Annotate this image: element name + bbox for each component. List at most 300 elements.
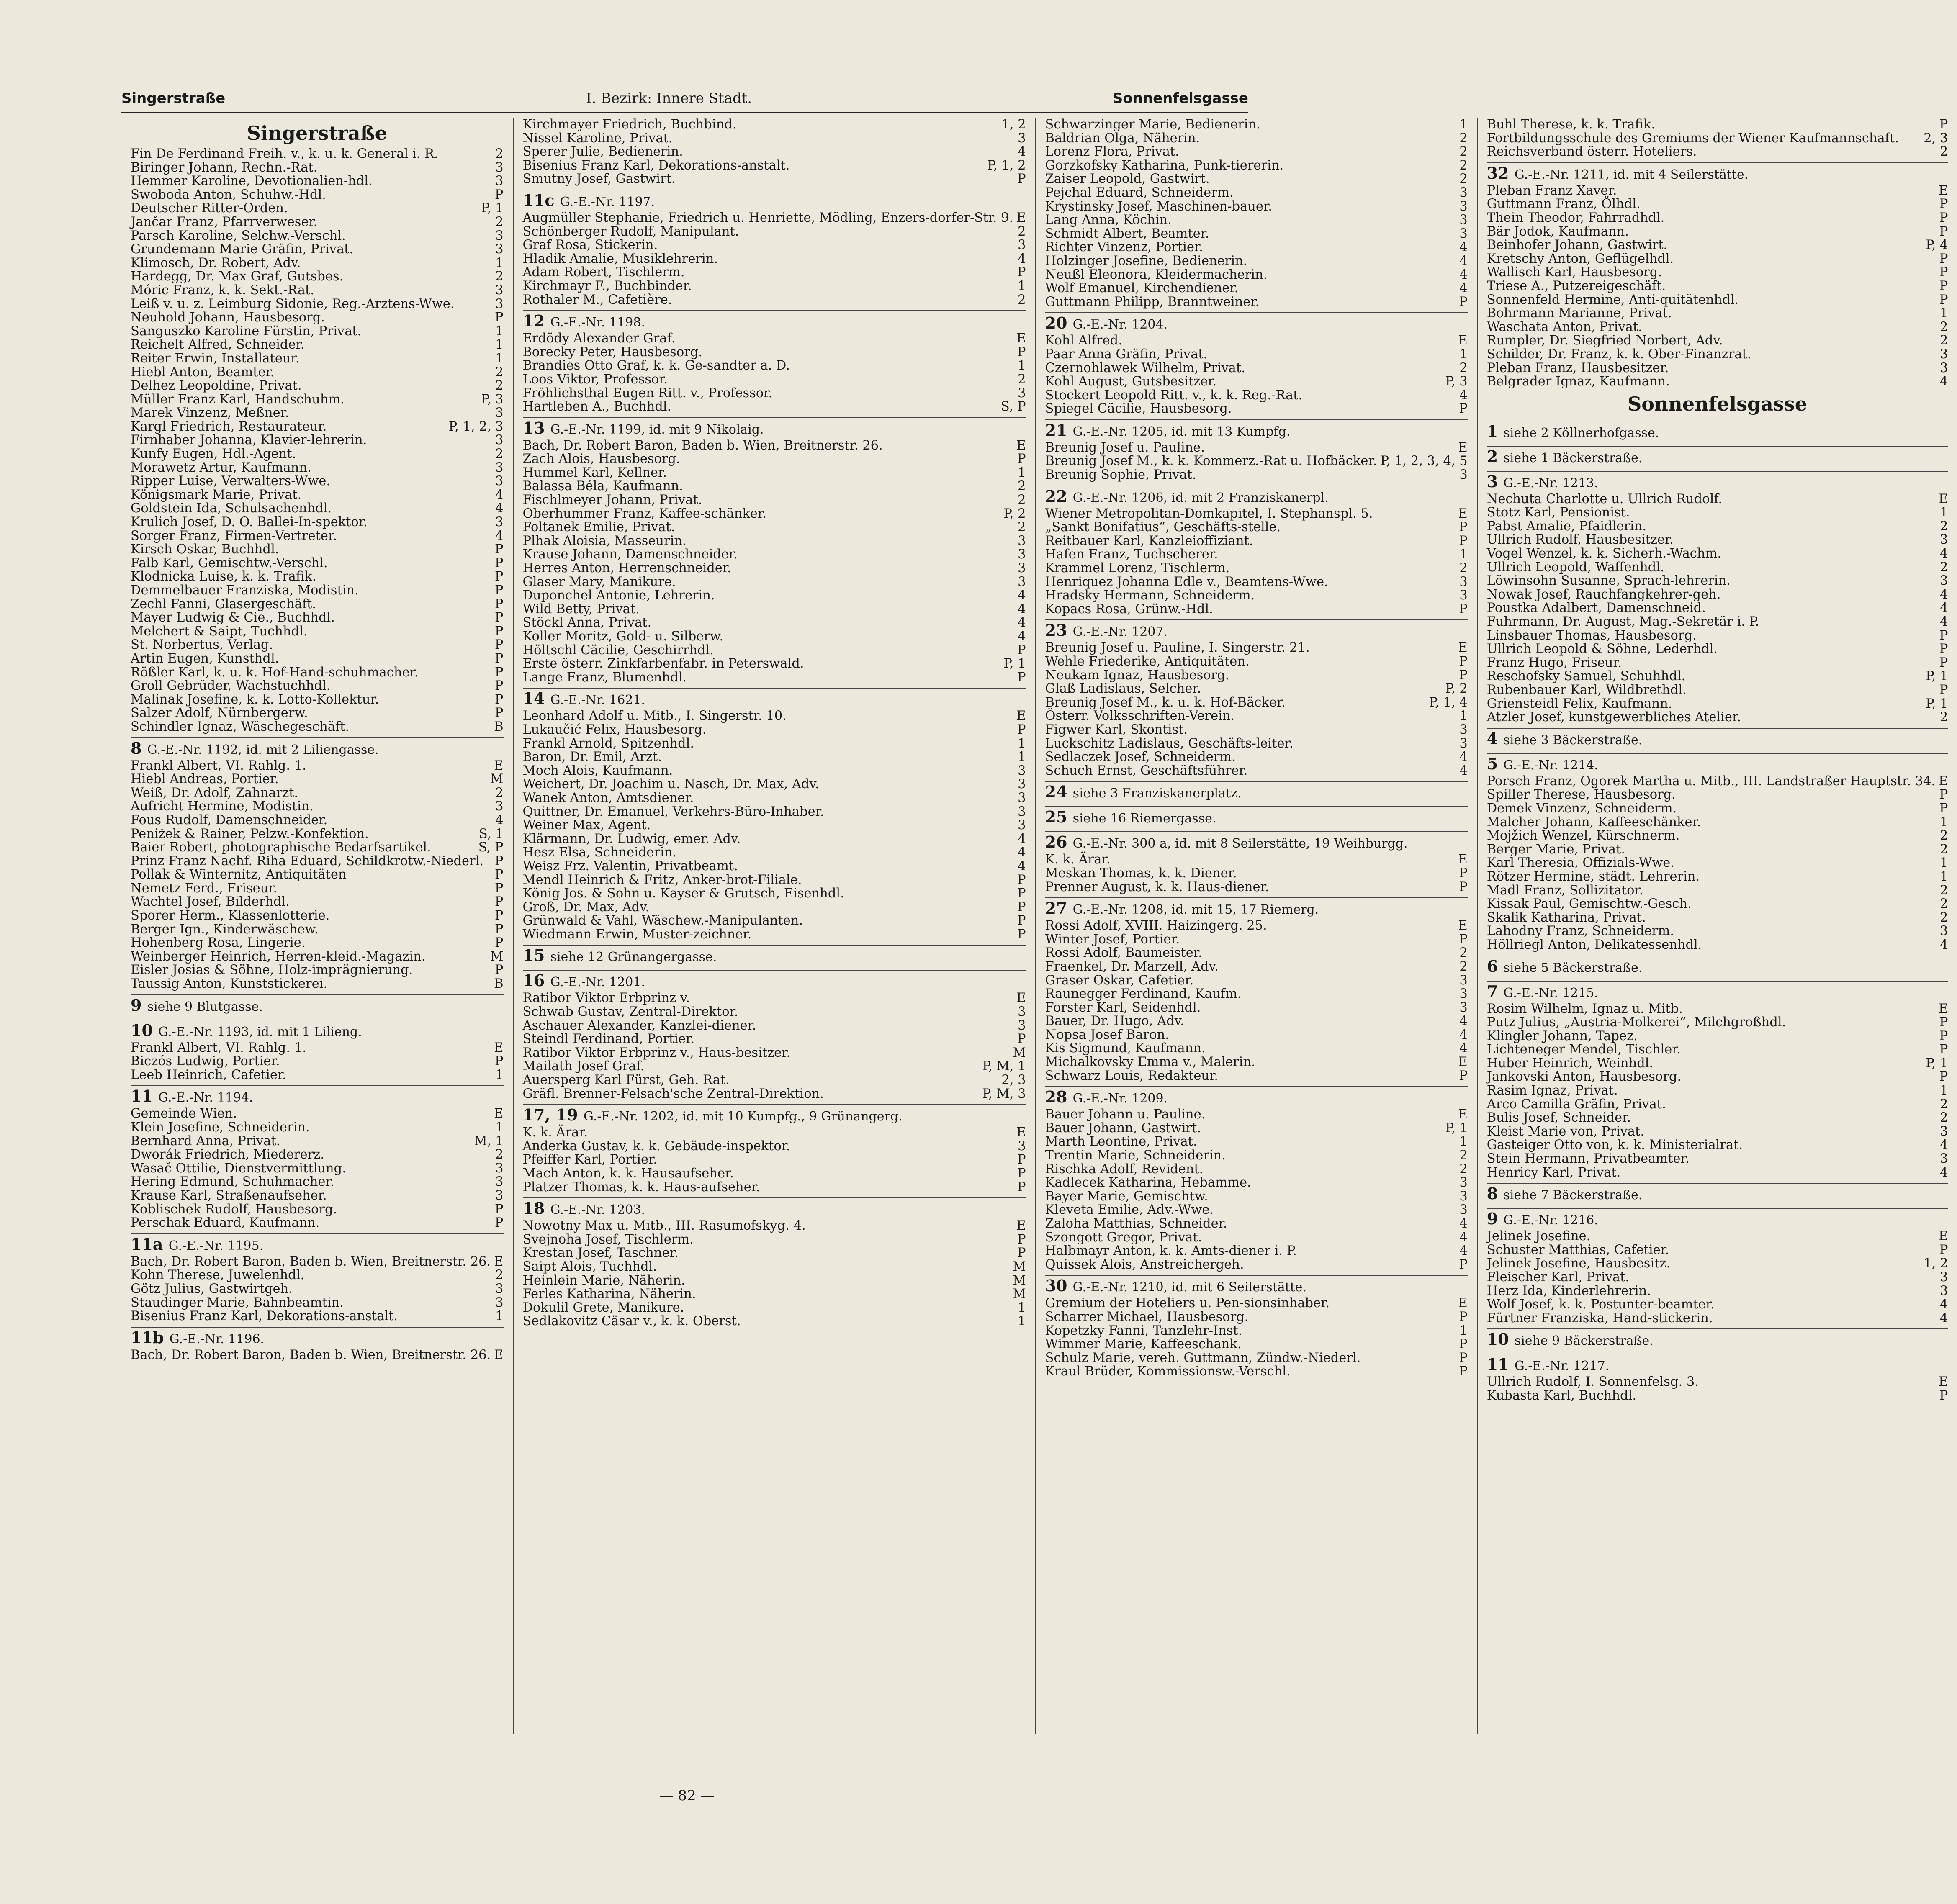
resident-name: Kraul Brüder, Kommissionsw.-Verschl. [1045, 1364, 1291, 1379]
resident-name: Höllriegl Anton, Delikatessenhdl. [1486, 937, 1702, 952]
floor-marker: 4 [1018, 251, 1026, 266]
resident-entry [523, 901, 1026, 915]
resident-entry [1045, 1163, 1468, 1177]
resident-entry [131, 461, 504, 475]
floor-marker: 4 [495, 812, 504, 827]
floor-marker: 3 [1940, 532, 1948, 547]
house-number-heading [1045, 1086, 1468, 1108]
floor-marker: P [1017, 452, 1026, 467]
resident-name: Hummel Karl, Kellner. [522, 465, 667, 480]
resident-entry [131, 257, 504, 270]
house-number: 9 [131, 995, 142, 1015]
floor-marker: P [1017, 172, 1026, 187]
house-number-heading [1487, 471, 1948, 493]
resident-name: Rothaler M., Cafetière. [522, 292, 672, 307]
resident-name: Marek Vinzenz, Meßner. [131, 406, 289, 421]
resident-entry [131, 1069, 504, 1082]
resident-name: Krystinsky Josef, Maschinen-bauer. [1045, 199, 1272, 214]
floor-marker: 1 [1459, 117, 1468, 132]
resident-entry [131, 759, 504, 773]
resident-name: Stein Hermann, Privatbeamter. [1486, 1151, 1690, 1167]
floor-marker: M [1013, 1045, 1026, 1060]
resident-entry [1045, 227, 1468, 241]
resident-name: Platzer Thomas, k. k. Haus-aufseher. [522, 1179, 760, 1195]
floor-marker: P [1017, 265, 1026, 280]
floor-marker: 4 [1940, 1138, 1948, 1153]
resident-entry [523, 1060, 1026, 1074]
floor-marker: 4 [1940, 587, 1948, 602]
resident-name: Österr. Volksschriften-Verein. [1045, 709, 1235, 724]
resident-entry [1487, 601, 1948, 615]
house-number: 13 [522, 418, 545, 437]
resident-name: Dokulil Grete, Manikure. [522, 1300, 684, 1315]
resident-name: Hartleben A., Buchhdl. [522, 399, 671, 414]
resident-name: Pleban Franz Xaver. [1486, 183, 1617, 198]
resident-entry [1045, 576, 1468, 589]
resident-entry [1045, 375, 1468, 389]
floor-marker: 1 [1018, 465, 1026, 480]
floor-marker: 3 [495, 515, 504, 530]
resident-name: Neußl Eleonora, Kleidermacherin. [1045, 267, 1268, 282]
house-number-heading [1487, 753, 1948, 775]
resident-entry [131, 488, 504, 502]
resident-entry [523, 589, 1026, 603]
floor-marker: P [1017, 1179, 1026, 1195]
column-1 [121, 118, 514, 1734]
floor-marker: 4 [1940, 1297, 1948, 1312]
resident-entry [131, 720, 504, 734]
resident-entry [1487, 252, 1948, 266]
resident-name: Balassa Béla, Kaufmann. [522, 479, 683, 494]
resident-entry [523, 860, 1026, 874]
floor-marker: E [494, 1254, 504, 1269]
floor-marker: P [1939, 801, 1948, 816]
resident-name: Fischlmeyer Johann, Privat. [522, 493, 702, 508]
floor-marker: 2 [1459, 360, 1468, 375]
resident-name: Wiener Metropolitan-Domkapitel, I. Stephanspl. 5. [1045, 506, 1373, 521]
floor-marker: 4 [1940, 374, 1948, 389]
resident-entry [1487, 697, 1948, 711]
resident-entry [523, 723, 1026, 737]
resident-entry [523, 266, 1026, 280]
resident-entry [1045, 1015, 1468, 1028]
resident-entry [1487, 615, 1948, 629]
resident-name: Arco Camilla Gräfin, Privat. [1486, 1097, 1666, 1112]
resident-entry [1045, 1122, 1468, 1136]
resident-entry [523, 373, 1026, 387]
resident-entry [523, 400, 1026, 414]
floor-marker: M [490, 949, 504, 964]
floor-marker: 2 [495, 1147, 504, 1162]
resident-entry [131, 188, 504, 202]
resident-name: Löwinsohn Susanne, Sprach-lehrerin. [1486, 573, 1731, 588]
resident-entry [131, 406, 504, 420]
floor-marker: P [494, 692, 504, 707]
resident-entry [523, 172, 1026, 186]
resident-name: Czernohlawek Wilhelm, Privat. [1045, 360, 1245, 375]
resident-entry [1045, 1028, 1468, 1042]
resident-entry [1045, 389, 1468, 403]
resident-entry [1045, 696, 1468, 710]
resident-entry [131, 543, 504, 557]
resident-name: Karl Theresia, Offizials-Wwe. [1486, 856, 1675, 871]
resident-name: Frankl Albert, VI. Rahlg. 1. [131, 758, 306, 773]
floor-marker: 3 [495, 174, 504, 189]
floor-marker: P [1939, 642, 1948, 657]
resident-name: Klimosch, Dr. Robert, Adv. [131, 255, 301, 270]
resident-name: Müller Franz Karl, Handschuhm. [131, 392, 345, 407]
floor-marker: P [494, 881, 504, 896]
resident-entry [131, 1216, 504, 1230]
floor-marker: 2 [1459, 131, 1468, 146]
resident-entry [523, 1074, 1026, 1087]
resident-entry [1487, 1002, 1948, 1016]
resident-entry [523, 846, 1026, 860]
resident-name: Borecky Peter, Hausbesorg. [522, 344, 702, 360]
house-number-heading [1487, 1208, 1948, 1230]
resident-entry [131, 1121, 504, 1135]
floor-marker: 1 [1940, 306, 1948, 321]
floor-marker: P [1459, 520, 1468, 535]
resident-entry [1487, 321, 1948, 334]
resident-entry [523, 819, 1026, 833]
floor-marker: P [1017, 670, 1026, 685]
floor-marker: 3 [1459, 1175, 1468, 1190]
resident-name: Hafen Franz, Tuchscherer. [1045, 547, 1218, 562]
house-number-heading [1487, 956, 1948, 977]
resident-entry [131, 202, 504, 216]
floor-marker: P [1459, 932, 1468, 947]
resident-name: Rötzer Hermine, städt. Lehrerin. [1486, 869, 1700, 884]
resident-name: Aschauer Alexander, Kanzlei-diener. [522, 1018, 756, 1033]
resident-name: Leonhard Adolf u. Mitb., I. Singerstr. 10. [522, 709, 787, 724]
resident-entry [1487, 1230, 1948, 1244]
resident-name: Buhl Therese, k. k. Trafik. [1486, 117, 1655, 132]
resident-name: Rosim Wilhelm, Ignaz u. Mitb. [1486, 1001, 1683, 1016]
resident-name: Bauer, Dr. Hugo, Adv. [1045, 1014, 1184, 1029]
resident-name: Jelinek Josefine. [1486, 1229, 1591, 1244]
floor-marker: 2 [495, 365, 504, 380]
floor-marker: P [1017, 1032, 1026, 1047]
resident-name: Delhez Leopoldine, Privat. [131, 378, 302, 393]
resident-entry [1045, 118, 1468, 132]
resident-entry [1045, 933, 1468, 947]
floor-marker: P [1017, 886, 1026, 901]
resident-name: Loos Viktor, Professor. [522, 372, 668, 387]
floor-marker: 3 [1018, 533, 1026, 548]
resident-name: Kis Sigmund, Kaufmann. [1045, 1041, 1206, 1056]
resident-entry [523, 1287, 1026, 1301]
house-number: 8 [1486, 1184, 1498, 1203]
resident-entry [1487, 132, 1948, 146]
resident-name: Prenner August, k. k. Haus-diener. [1045, 879, 1269, 894]
resident-entry [1487, 884, 1948, 898]
floor-marker: 3 [1018, 547, 1026, 562]
resident-entry [523, 521, 1026, 534]
house-number-heading [1045, 831, 1468, 853]
resident-name: Kleveta Emilie, Adv.-Wwe. [1045, 1203, 1214, 1218]
resident-entry [1487, 642, 1948, 656]
floor-marker: 3 [1018, 131, 1026, 146]
resident-name: Lichteneger Mendel, Tischler. [1486, 1042, 1681, 1057]
floor-marker: 4 [1018, 858, 1026, 874]
resident-name: K. k. Ärar. [1045, 852, 1111, 867]
floor-marker: 2 [1018, 520, 1026, 535]
house-number: 24 [1045, 782, 1067, 802]
street-title: Sonnenfelsgasse [1628, 392, 1808, 415]
floor-marker: P [1939, 1015, 1948, 1030]
resident-entry [131, 868, 504, 882]
floor-marker: E [1016, 210, 1026, 225]
house-number: 12 [522, 311, 545, 331]
resident-name: Höltschl Cäcilie, Geschirrhdl. [522, 642, 714, 658]
floor-marker: E [1016, 709, 1026, 724]
resident-entry [523, 387, 1026, 401]
resident-entry [131, 1135, 504, 1149]
resident-name: Paar Anna Gräfin, Privat. [1045, 347, 1208, 362]
house-info: siehe 9 Bäckerstraße. [1514, 1334, 1654, 1349]
resident-name: Madl Franz, Sollizitator. [1486, 883, 1643, 898]
resident-entry [131, 379, 504, 393]
resident-name: Frankl Albert, VI. Rahlg. 1. [131, 1040, 306, 1055]
resident-entry [131, 420, 504, 434]
floor-marker: P, 2 [1445, 681, 1468, 696]
directory-columns [121, 117, 1948, 1734]
resident-name: Franz Hugo, Friseur. [1486, 655, 1622, 670]
resident-name: Gemeinde Wien. [131, 1106, 237, 1121]
resident-name: Móric Franz, k. k. Sekt.-Rat. [131, 283, 314, 298]
house-number: 2 [1486, 447, 1498, 466]
resident-name: Poustka Adalbert, Damenschneid. [1486, 601, 1706, 616]
resident-entry [1045, 1042, 1468, 1056]
house-number-heading [131, 1085, 504, 1107]
floor-marker: 4 [1940, 546, 1948, 561]
resident-name: Klein Josefine, Schneiderin. [131, 1120, 310, 1135]
floor-marker: 2 [1018, 292, 1026, 307]
floor-marker: M [1013, 1259, 1026, 1274]
floor-marker: 1 [1018, 278, 1026, 293]
resident-name: Reichelt Alfred, Schneider. [131, 337, 305, 352]
resident-entry [131, 652, 504, 666]
resident-entry [1487, 711, 1948, 725]
floor-marker: P [1017, 872, 1026, 887]
resident-entry [131, 243, 504, 257]
resident-name: Aufricht Hermine, Modistin. [131, 799, 314, 814]
floor-marker: 2 [1940, 897, 1948, 912]
resident-entry [523, 576, 1026, 589]
resident-name: Krause Karl, Straßenaufseher. [131, 1188, 327, 1203]
resident-name: Vogel Wenzel, k. k. Sicherh.-Wachm. [1486, 546, 1722, 561]
floor-marker: 3 [495, 283, 504, 298]
floor-marker: 4 [1459, 1216, 1468, 1231]
resident-entry [1487, 348, 1948, 362]
resident-entry [1045, 362, 1468, 375]
house-number-heading [1045, 312, 1468, 334]
house-number-heading [1045, 619, 1468, 641]
house-info: G.-E.-Nr. 1211, id. mit 4 Seilerstätte. [1514, 167, 1749, 182]
floor-marker: 3 [1018, 561, 1026, 576]
resident-name: Neukam Ignaz, Hausbesorg. [1045, 668, 1229, 683]
resident-name: Wasač Ottilie, Dienstvermittlung. [131, 1161, 346, 1176]
resident-name: Firnhaber Johanna, Klavier-lehrerin. [131, 433, 367, 448]
floor-marker: 3 [1940, 1283, 1948, 1298]
house-number: 26 [1045, 833, 1067, 852]
resident-entry [131, 229, 504, 243]
resident-entry [131, 1255, 504, 1269]
house-number: 27 [1045, 899, 1067, 918]
resident-entry [1045, 1338, 1468, 1352]
floor-marker: P, 1 [1445, 1120, 1468, 1136]
floor-marker: P, 1 [1926, 696, 1948, 711]
floor-marker: 4 [1459, 1244, 1468, 1259]
resident-entry [1045, 1056, 1468, 1069]
resident-entry [1487, 588, 1948, 602]
resident-name: Ullrich Leopold & Söhne, Lederhdl. [1486, 642, 1718, 657]
floor-marker: 2 [1940, 1097, 1948, 1112]
resident-name: Sanguszko Karoline Fürstin, Privat. [131, 324, 362, 339]
resident-name: Triese A., Putzereigeschäft. [1486, 278, 1666, 293]
resident-entry [1487, 788, 1948, 802]
floor-marker: 3 [1459, 722, 1468, 737]
resident-name: Kohl Alfred. [1045, 333, 1122, 348]
floor-marker: 3 [1940, 924, 1948, 939]
resident-name: Breunig Josef u. Pauline. [1045, 440, 1205, 455]
resident-name: Foltanek Emilie, Privat. [522, 520, 675, 535]
resident-name: Mojžich Wenzel, Kürschnerm. [1486, 828, 1680, 843]
floor-marker: 4 [1018, 601, 1026, 617]
resident-name: Dworák Friedrich, Miedererz. [131, 1147, 324, 1162]
resident-entry [1487, 1298, 1948, 1312]
resident-name: Reichsverband österr. Hoteliers. [1486, 144, 1697, 159]
floor-marker: P [1939, 787, 1948, 802]
house-number-heading [1045, 897, 1468, 919]
resident-name: Kirchmayr F., Buchbinder. [522, 278, 692, 293]
resident-name: Breunig Josef u. Pauline, I. Singerstr. 21. [1045, 640, 1310, 655]
floor-marker: 2 [1018, 224, 1026, 239]
resident-name: Herres Anton, Herrenschneider. [522, 561, 731, 576]
floor-marker: 4 [1018, 144, 1026, 159]
floor-marker: S, P [478, 840, 504, 855]
resident-entry [523, 118, 1026, 132]
resident-name: Schindler Ignaz, Wäschegeschäft. [131, 719, 350, 734]
resident-name: Baron, Dr. Emil, Arzt. [522, 750, 662, 765]
house-number: 4 [1486, 729, 1498, 748]
resident-name: Fraenkel, Dr. Marzell, Adv. [1045, 959, 1219, 974]
house-number-heading [523, 688, 1026, 709]
house-number: 5 [1486, 754, 1498, 773]
house-number-heading [131, 737, 504, 759]
resident-name: Luckschitz Ladislaus, Geschäfts-leiter. [1045, 736, 1294, 751]
floor-marker: P [1017, 1152, 1026, 1167]
resident-entry [1487, 1138, 1948, 1152]
resident-name: Schmidt Albert, Beamter. [1045, 226, 1209, 241]
resident-name: Klärmann, Dr. Ludwig, emer. Adv. [522, 831, 741, 846]
resident-name: Breunig Josef M., k. k. Kommerz.-Rat u. Hofbäcker. [1045, 454, 1377, 469]
floor-marker: 2 [1018, 479, 1026, 494]
resident-entry [131, 936, 504, 950]
resident-entry [131, 1148, 504, 1162]
house-number: 15 [522, 946, 545, 965]
floor-marker: P, M, 1 [982, 1059, 1026, 1074]
floor-marker: 2 [1940, 519, 1948, 534]
floor-marker: 3 [1459, 468, 1468, 483]
floor-marker: 3 [1018, 1005, 1026, 1020]
house-info: siehe 3 Franziskanerplatz. [1072, 786, 1242, 801]
resident-name: Henricy Karl, Privat. [1486, 1165, 1621, 1180]
resident-entry [1487, 925, 1948, 938]
resident-name: Fous Rudolf, Damenschneider. [131, 812, 328, 827]
resident-name: Mach Anton, k. k. Hausaufseher. [522, 1166, 734, 1181]
house-info: G.-E.-Nr. 1199, id. mit 9 Nikolaig. [550, 422, 764, 437]
floor-marker: E [1458, 333, 1468, 348]
floor-marker: 3 [1459, 199, 1468, 214]
floor-marker: 4 [1940, 614, 1948, 630]
resident-name: Forster Karl, Seidenhdl. [1045, 1000, 1201, 1015]
resident-entry [131, 311, 504, 325]
resident-name: Groß, Dr. Max, Adv. [522, 899, 650, 915]
running-header [121, 86, 1248, 111]
resident-entry [1487, 829, 1948, 843]
floor-marker: 2 [1940, 710, 1948, 725]
resident-name: Plhak Aloisia, Masseurin. [522, 533, 687, 548]
resident-name: Pfeiffer Karl, Portier. [522, 1152, 658, 1167]
floor-marker: P, 2 [1003, 506, 1026, 521]
resident-entry [131, 786, 504, 800]
resident-entry [131, 625, 504, 639]
resident-entry [1487, 1070, 1948, 1084]
resident-entry [523, 1301, 1026, 1315]
resident-entry [523, 1315, 1026, 1328]
floor-marker: 3 [1018, 1138, 1026, 1154]
resident-entry [1487, 656, 1948, 670]
resident-name: Krause Johann, Damenschneider. [522, 547, 738, 562]
resident-name: Berger Marie, Privat. [1486, 842, 1625, 857]
house-number-heading [1487, 446, 1948, 468]
resident-name: Rasim Ignaz, Privat. [1486, 1083, 1618, 1098]
resident-name: Lahodny Franz, Schneiderm. [1486, 924, 1674, 939]
resident-entry [1045, 1108, 1468, 1122]
resident-name: Hardegg, Dr. Max Graf, Gutsbes. [131, 269, 344, 284]
resident-name: Schwarzinger Marie, Bedienerin. [1045, 117, 1260, 132]
house-info: G.-E.-Nr. 1193, id. mit 1 Lilieng. [158, 1024, 362, 1039]
floor-marker: P [1939, 1028, 1948, 1043]
house-number: 22 [1045, 486, 1067, 506]
resident-name: Eisler Josias & Söhne, Holz-imprägnierung. [131, 963, 413, 978]
resident-entry [523, 657, 1026, 671]
floor-marker: 3 [495, 242, 504, 257]
resident-name: Nissel Karoline, Privat. [522, 131, 673, 146]
resident-name: Graf Rosa, Stickerin. [522, 238, 658, 253]
floor-marker: P [1459, 601, 1468, 617]
floor-marker: 2, 3 [1924, 131, 1948, 146]
floor-marker: 3 [1940, 347, 1948, 362]
resident-name: Malcher Johann, Kaffeeschänker. [1486, 815, 1701, 830]
floor-marker: P [1939, 265, 1948, 280]
resident-entry [131, 270, 504, 284]
resident-name: Hladik Amalie, Musiklehrerin. [522, 251, 718, 266]
floor-marker: 1, 2 [1924, 1256, 1948, 1271]
resident-name: Schuster Matthias, Cafetier. [1486, 1242, 1669, 1257]
resident-entry [1045, 213, 1468, 227]
floor-marker: P [1939, 197, 1948, 212]
resident-entry [1487, 816, 1948, 830]
resident-name: Figwer Karl, Skontist. [1045, 722, 1188, 737]
resident-name: Pejchal Eduard, Schneiderm. [1045, 185, 1234, 200]
house-number: 10 [131, 1020, 153, 1040]
floor-marker: M [1013, 1273, 1026, 1288]
floor-marker: 2 [495, 447, 504, 462]
floor-marker: P [1017, 1246, 1026, 1261]
